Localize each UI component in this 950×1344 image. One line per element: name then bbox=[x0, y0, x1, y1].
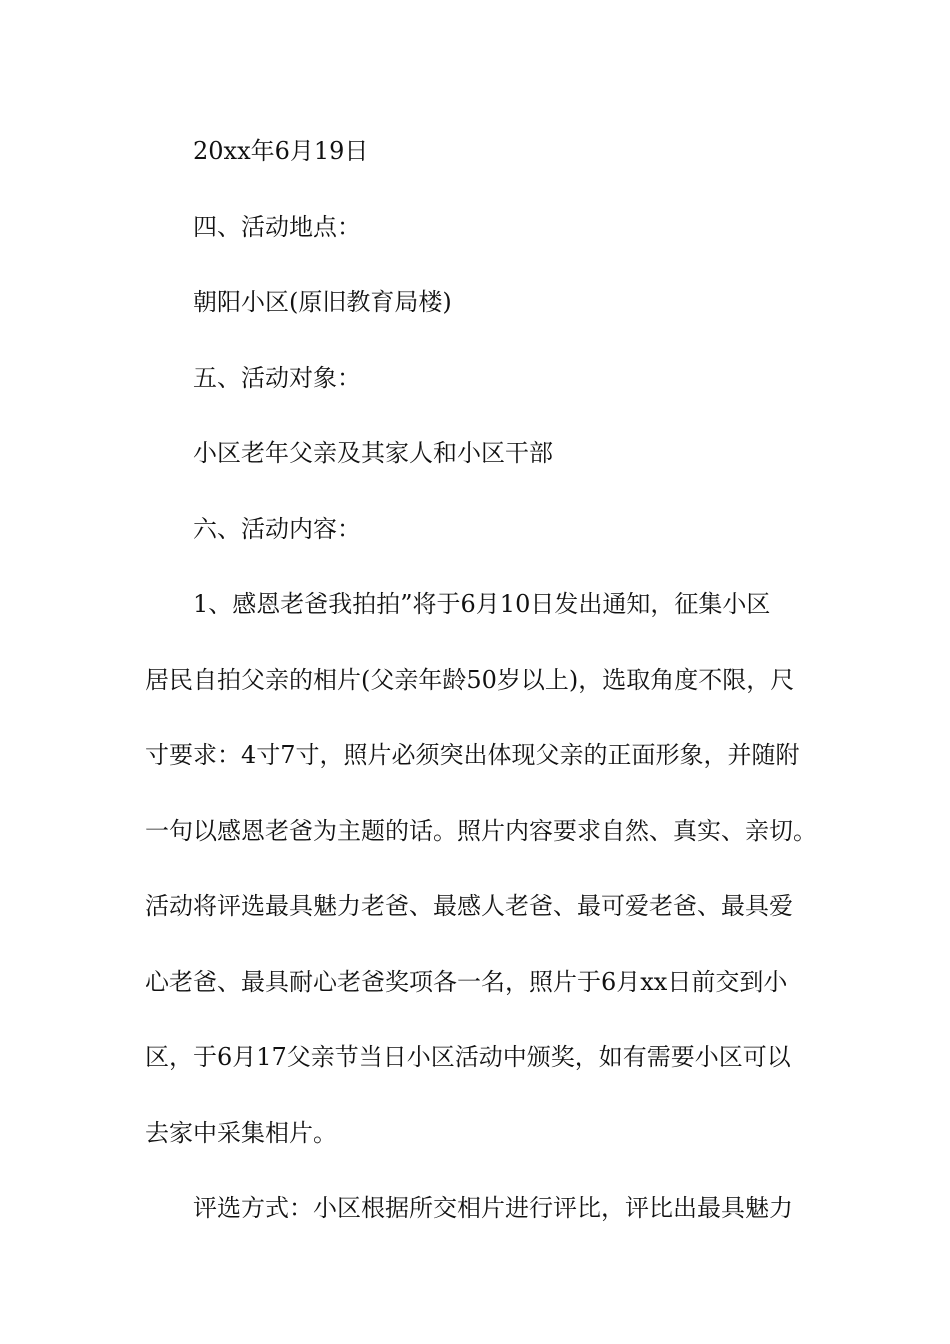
section-heading-audience: 五、活动对象： bbox=[193, 363, 361, 392]
paragraph-line-evaluation: 评选方式：小区根据所交相片进行评比，评比出最具魅力 bbox=[193, 1194, 793, 1222]
paragraph-line: 寸要求：4寸7寸，照片必须突出体现父亲的正面形象，并随附 bbox=[145, 741, 800, 769]
paragraph-line: 1、感恩老爸我拍拍”将于6月10日发出通知，征集小区 bbox=[193, 590, 771, 618]
paragraph-line: 活动将评选最具魅力老爸、最感人老爸、最可爱老爸、最具爱 bbox=[145, 892, 793, 920]
text-line-audience: 小区老年父亲及其家人和小区干部 bbox=[193, 439, 553, 467]
paragraph-line: 去家中采集相片。 bbox=[145, 1118, 337, 1147]
text-line-location: 朝阳小区(原旧教育局楼) bbox=[193, 288, 452, 316]
document-body bbox=[145, 114, 817, 1247]
paragraph-line: 心老爸、最具耐心老爸奖项各一名，照片于6月xx日前交到小 bbox=[145, 967, 788, 996]
paragraph-line: 区，于6月17父亲节当日小区活动中颁奖，如有需要小区可以 bbox=[145, 1043, 791, 1071]
paragraph-line: 一句以感恩老爸为主题的话。照片内容要求自然、真实、亲切。 bbox=[145, 816, 817, 845]
text-line-date: 20xx年6月19日 bbox=[193, 137, 369, 165]
section-heading-location: 四、活动地点： bbox=[193, 212, 361, 241]
section-heading-content: 六、活动内容： bbox=[193, 514, 361, 543]
paragraph-line: 居民自拍父亲的相片(父亲年龄50岁以上)，选取角度不限，尺 bbox=[145, 665, 795, 694]
